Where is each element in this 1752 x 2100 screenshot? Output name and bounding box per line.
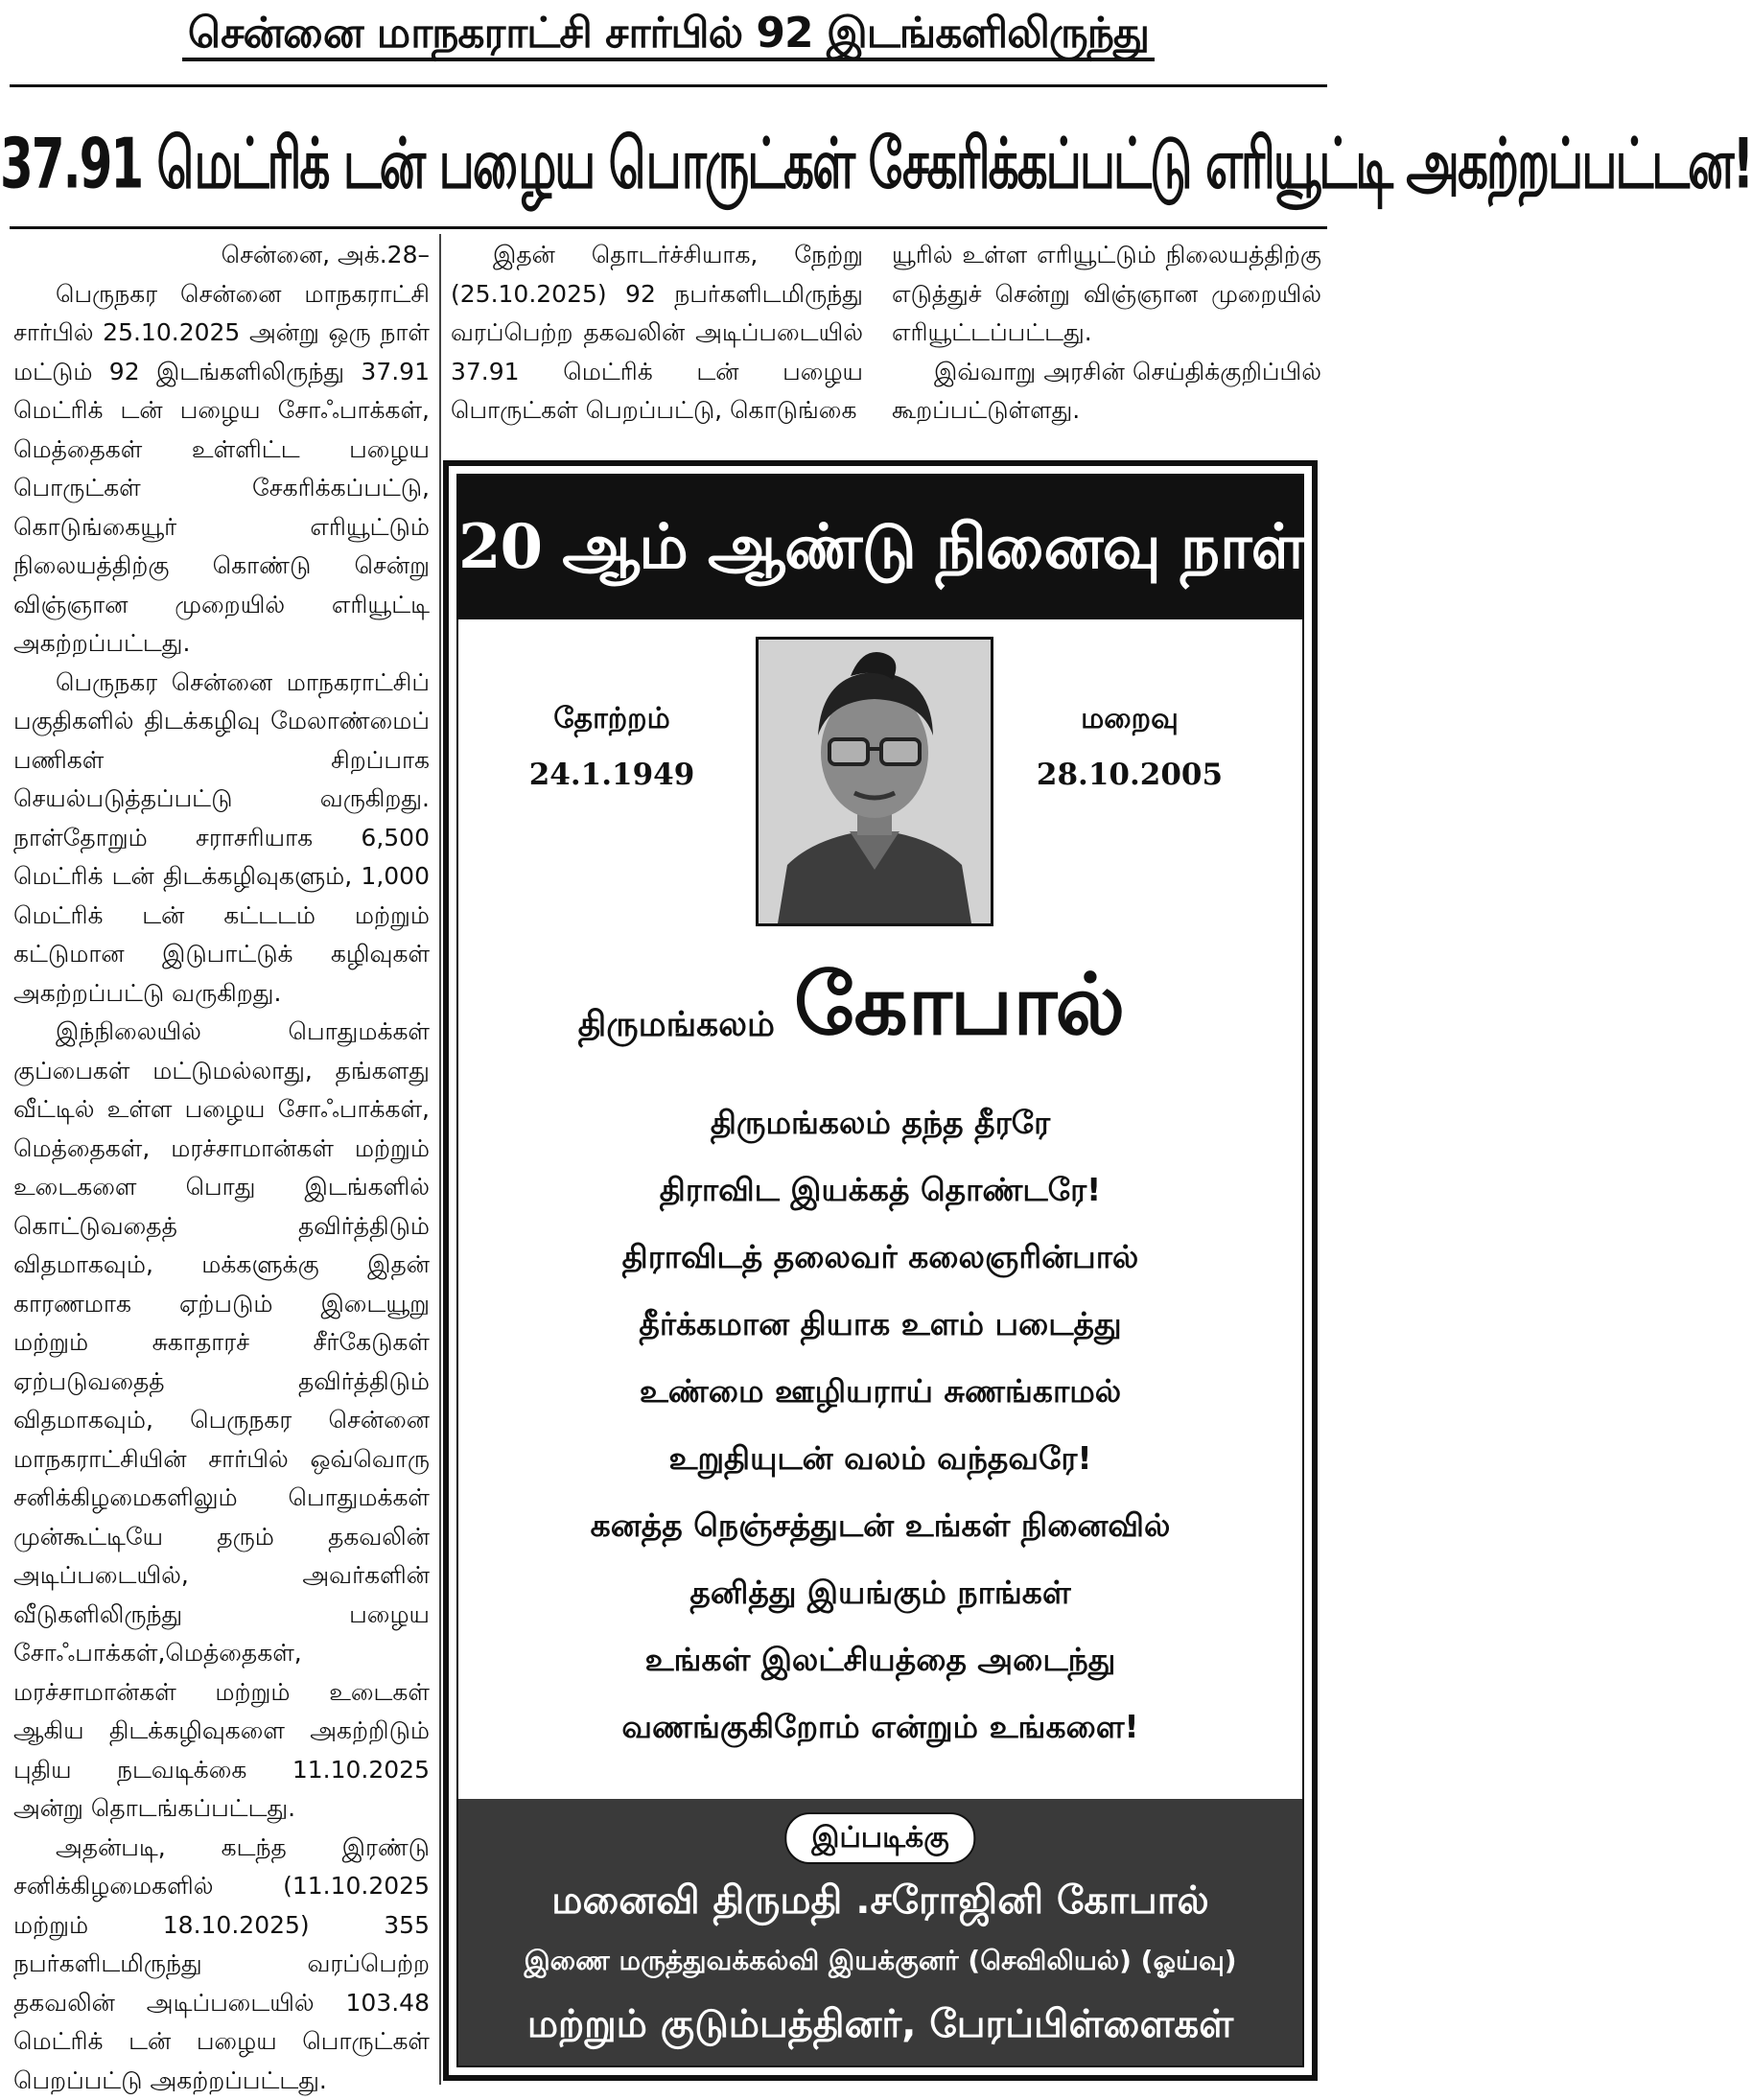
poem-line: உறுதியுடன் வலம் வந்தவரே! xyxy=(458,1425,1302,1492)
poem-line: திராவிடத் தலைவர் கலைஞரின்பால் xyxy=(458,1224,1302,1291)
died-label: மறைவு xyxy=(1034,698,1226,740)
signoff-family: மற்றும் குடும்பத்தினர், பேரப்பிள்ளைகள் xyxy=(458,1991,1302,2058)
deceased-name-row xyxy=(458,942,1302,1076)
died-date: 28.10.2005 xyxy=(1024,754,1235,796)
memorial-footer xyxy=(458,1799,1302,2065)
article-column-2 xyxy=(451,236,863,431)
poem-line: உண்மை ஊழியராய் சுணங்காமல் xyxy=(458,1358,1302,1425)
poem-line: திராவிட இயக்கத் தொண்டரே! xyxy=(458,1156,1302,1224)
headline-divider xyxy=(10,84,1327,87)
memorial-banner: 20 ஆம் ஆண்டு நினைவு நாள் xyxy=(458,476,1302,619)
headline-line-1 xyxy=(0,4,1337,63)
article-paragraph: இந்நிலையில் பொதுமக்கள் குப்பைகள் மட்டுமல்லாது, தங்களது வீட்டில் உள்ள பழைய சோஃபாக்கள், மெத்தைகள், மரச்சாமான்கள் மற்றும் உடைகளை பொது இடங்களில் கொட்டுவதைத் தவிர்த்திடும் விதமாகவும், மக்களுக்கு இதன் காரணமாக ஏற்படும் இடையூறு மற்றும் சுகாதாரச் சீர்கேடுகள் ஏற்படுவதைத் தவிர்த்திடும் விதமாகவும், பெருநகர சென்னை மாநகராட்சியின் சார்பில் ஒவ்வொரு சனிக்கிழமைகளிலும் பொதுமக்கள் முன்கூட்டியே தரும் தகவலின் அடிப்படையில், அவர்களின் வீடுகளிலிருந்து பழைய சோஃபாக்கள்,மெத்தைகள், மரச்சாமான்கள் மற்றும் உடைகள் ஆகிய திடக்கழிவுகளை அகற்றிடும் புதிய நடவடிக்கை 11.10.2025 அன்று தொடங்கப்பட்டது. xyxy=(13,1013,430,1829)
headline-line-2: 37.91 மெட்ரிக் டன் பழைய பொருட்கள் சேகரிக்கப்பட்டு எரியூட்டி அகற்றப்பட்டன! xyxy=(0,100,1337,227)
article-column-1 xyxy=(13,236,430,2100)
signoff-designation: இணை மருத்துவக்கல்வி இயக்குனர் (செவிலியல்) (ஓய்வு) xyxy=(458,1937,1302,1985)
poem-line: உங்கள் இலட்சியத்தை அடைந்து xyxy=(458,1626,1302,1693)
article-paragraph: பெருநகர சென்னை மாநகராட்சிப் பகுதிகளில் திடக்கழிவு மேலாண்மைப் பணிகள் சிறப்பாக செயல்படுத்தப்பட்டு வருகிறது. நாள்தோறும் சராசரியாக 6,500 மெட்ரிக் டன் திடக்கழிவுகளும், 1,000 மெட்ரிக் டன் கட்டடம் மற்றும் கட்டுமான இடுபாட்டுக் கழிவுகள் அகற்றப்பட்டு வருகிறது. xyxy=(13,664,430,1014)
article-column-3 xyxy=(892,236,1321,431)
born-date: 24.1.1949 xyxy=(506,754,717,796)
poem-line: திருமங்கலம் தந்த தீரரே xyxy=(458,1089,1302,1156)
poem-line: கனத்த நெஞ்சத்துடன் உங்கள் நினைவில் xyxy=(458,1492,1302,1559)
headline-line-1-text: சென்னை மாநகராட்சி சார்பில் 92 இடங்களிலிருந்து xyxy=(182,9,1155,61)
deceased-name: கோபால் xyxy=(794,942,1273,1066)
signoff-wife: மனைவி திருமதி .சரோஜினி கோபால் xyxy=(458,1870,1302,1931)
article-paragraph: இவ்வாறு அரசின் செய்திக்குறிப்பில் கூறப்பட்டுள்ளது. xyxy=(892,353,1321,431)
poem-line: தீர்க்கமான தியாக உளம் படைத்து xyxy=(458,1291,1302,1358)
portrait-photo xyxy=(756,637,993,926)
article-paragraph: அதன்படி, கடந்த இரண்டு சனிக்கிழமைகளில் (11.10.2025 மற்றும் 18.10.2025) 355 நபர்களிடமிருந்து வரப்பெற்ற தகவலின் அடிப்படையில் 103.48 மெட்ரிக் டன் பழைய பொருட்கள் பெறப்பட்டு அகற்றப்பட்டது. xyxy=(13,1829,430,2100)
poem-line: வணங்குகிறோம் என்றும் உங்களை! xyxy=(458,1693,1302,1761)
memorial-frame xyxy=(456,474,1304,2067)
memorial-advertisement xyxy=(443,460,1318,2081)
article-paragraph: யூரில் உள்ள எரியூட்டும் நிலையத்திற்கு எடுத்துச் சென்று விஞ்ஞான முறையில் எரியூட்டப்பட்டது. xyxy=(892,236,1321,353)
article-divider xyxy=(10,226,1327,229)
poem-line: தனித்து இயங்கும் நாங்கள் xyxy=(458,1559,1302,1626)
article-paragraph: பெருநகர சென்னை மாநகராட்சி சார்பில் 25.10.2025 அன்று ஒரு நாள் மட்டும் 92 இடங்களிலிருந்து 37.91 மெட்ரிக் டன் பழைய சோஃபாக்கள், மெத்தைகள் உள்ளிட்ட பழைய பொருட்கள் சேகரிக்கப்பட்டு, கொடுங்கையூர் எரியூட்டும் நிலையத்திற்கு கொண்டு சென்று விஞ்ஞான முறையில் எரியூட்டி அகற்றப்பட்டது. xyxy=(13,275,430,664)
born-label: தோற்றம் xyxy=(516,698,708,740)
signoff-badge: இப்படிக்கு xyxy=(784,1812,975,1864)
deceased-place: திருமங்கலம் xyxy=(516,995,775,1053)
portrait-illustration xyxy=(759,640,991,923)
article-paragraph: இதன் தொடர்ச்சியாக, நேற்று (25.10.2025) 92 நபர்களிடமிருந்து வரப்பெற்ற தகவலின் அடிப்படையில் 37.91 மெட்ரிக் டன் பழைய பொருட்கள் பெறப்பட்டு, கொடுங்கை xyxy=(451,236,863,431)
tribute-poem xyxy=(458,1089,1302,1761)
column-divider xyxy=(439,234,441,2085)
dateline: சென்னை, அக்.28– xyxy=(13,236,430,275)
